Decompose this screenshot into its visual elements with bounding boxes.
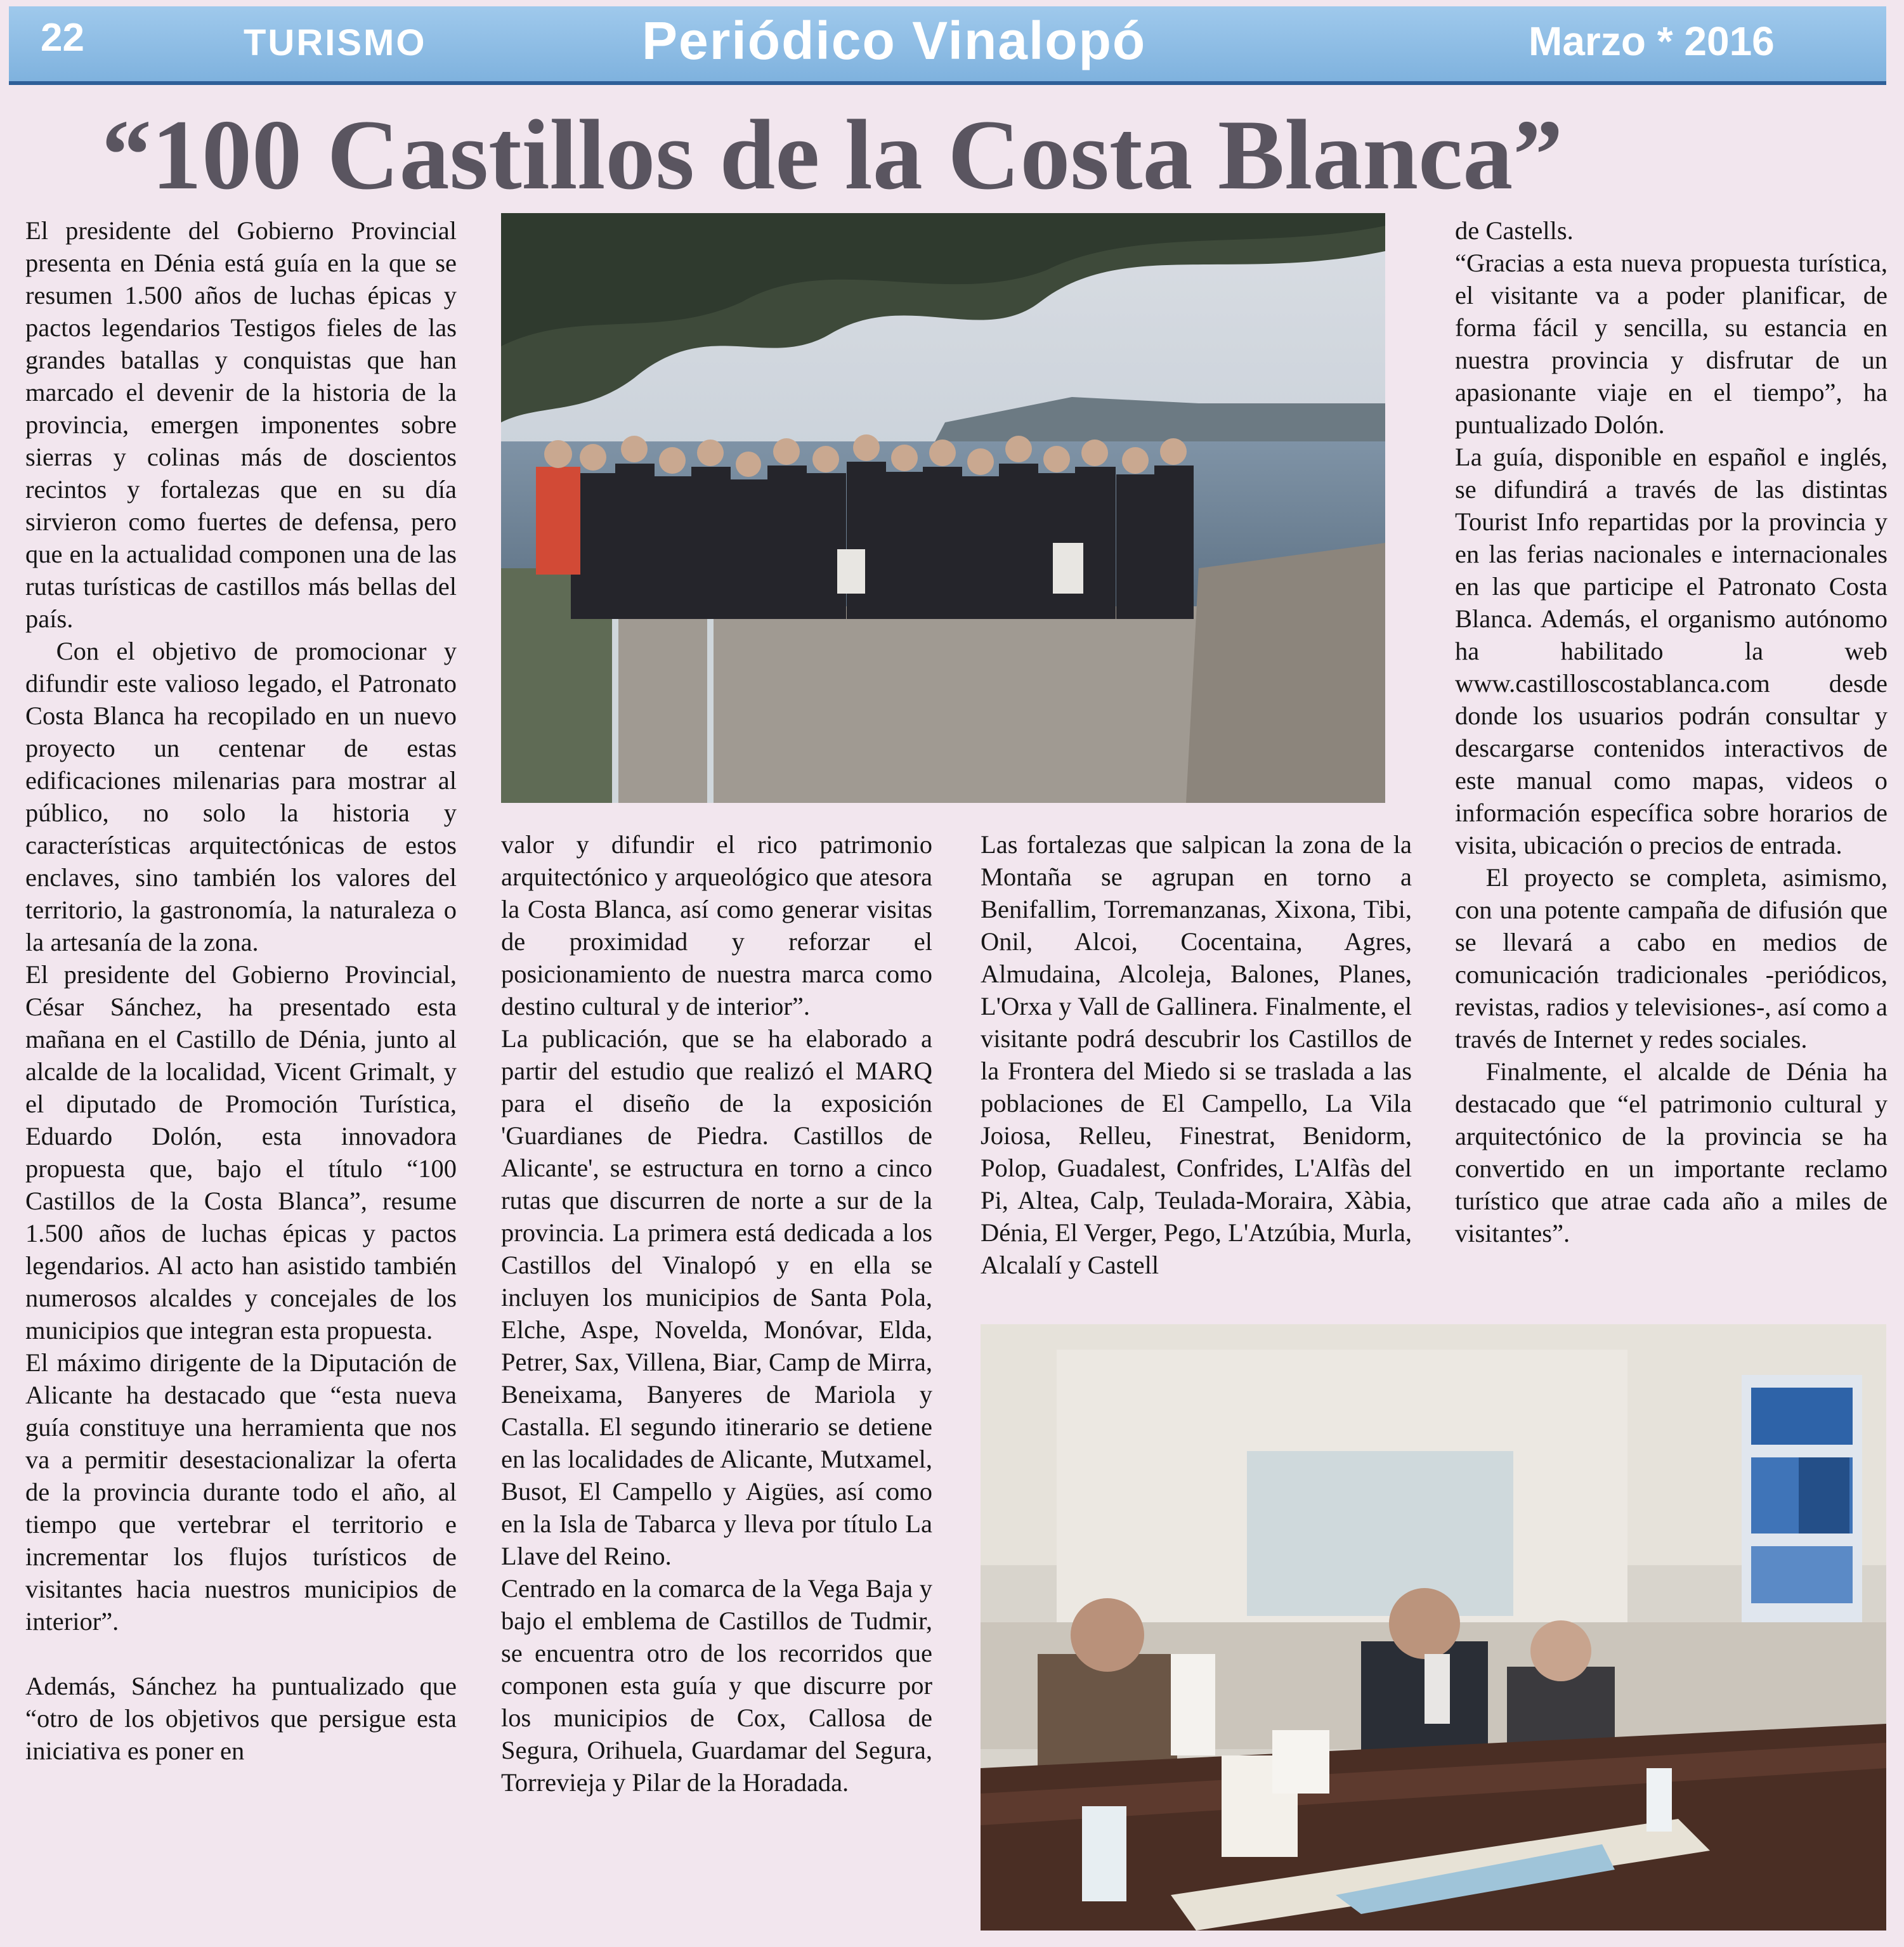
paragraph: El máximo dirigente de la Diputación de Alicante ha destacado que “esta nueva guía constituye una herramienta que nos va a permitir desestacionalizar la oferta de la provincia durante todo el año, al tiempo que vertebrar el territorio e incrementar los flujos turísticos de visitantes hacia nuestros municipios de interior”. [25, 1348, 457, 1636]
article-column-3 [981, 828, 1412, 1317]
paragraph: El presidente del Gobierno Provincial presenta en Dénia está guía en la que se resumen 1.500 años de luchas épicas y pactos legendarios Testigos fieles de las grandes batallas y conquistas que han marcado el devenir de la historia de la provincia, emergen imponentes sobre sierras y colinas más de doscientos recintos y fortalezas que en su día sirvieron como fuertes de defensa, pero que en la actualidad componen una de las rutas turísticas de castillos más bellas del país. [25, 216, 457, 633]
paragraph: La guía, disponible en español e inglés, se difundirá a través de las distintas Tourist Info repartidas por la provincia y en las ferias nacionales e internacionales en las que participe el Patronato Costa Blanca. Además, el organismo autónomo ha habilitado la web www.castilloscostablanca.com desde donde los usuarios podrán consultar y descargarse contenidos interactivos de este manual como mapas, videos o información específica sobre horarios de visita, ubicación o precios de entrada. [1455, 443, 1888, 859]
paragraph: Con el objetivo de promocionar y difundir este valioso legado, el Patronato Costa Blanca ha recopilado en un nuevo proyecto un centenar de estas edificaciones milenarias para mostrar al público, no solo la historia y características arquitectónicas de estos enclaves, sino también los valores del territorio, la gastronomía, la naturaleza o la artesanía de la zona. [25, 637, 457, 956]
paragraph: La publicación, que se ha elaborado a partir del estudio que realizó el MARQ para el diseño de la exposición 'Guardianes de Piedra. Castillos de Alicante', se estructura en torno a cinco rutas que discurren de norte a sur de la provincia. La primera está dedicada a los Castillos del Vinalopó y en ella se incluyen los municipios de Santa Pola, Elche, Aspe, Novelda, Monóvar, Elda, Petrer, Sax, Villena, Biar, Camp de Mirra, Beneixama, Banyeres de Mariola y Castalla. El segundo itinerario se detiene en las localidades de Alicante, Mutxamel, Busot, El Campello y Aigües, así como en la Isla de Tabarca y lleva por título La Llave del Reino. [501, 1024, 932, 1570]
paragraph: Finalmente, el alcalde de Dénia ha destacado que “el patrimonio cultural y arquitectónico de la provincia se ha convertido en un importante reclamo turístico que atrae cada año a miles de visitantes”. [1455, 1057, 1888, 1247]
article-column-2 [501, 828, 932, 1932]
paragraph: El presidente del Gobierno Provincial, César Sánchez, ha presentado esta mañana en el Castillo de Dénia, junto al alcalde de la localidad, Vicent Grimalt, y el diputado de Promoción Turística, Eduardo Dolón, esta innovadora propuesta que, bajo el título “100 Castillos de la Costa Blanca”, resume 1.500 años de luchas épicas y pactos legendarios. Al acto han asistido también numerosos alcaldes y concejales de los municipios que integran esta propuesta. [25, 960, 457, 1345]
paragraph: Las fortalezas que salpican la zona de la Montaña se agrupan en torno a Benifallim, Torremanzanas, Xixona, Tibi, Onil, Alcoi, Cocentaina, Agres, Almudaina, Alcoleja, Balones, Planes, L'Orxa y Vall de Gallinera. Finalmente, el visitante podrá descubrir los Castillos de la Frontera del Miedo si se traslada a las poblaciones de El Campello, La Vila Joiosa, Relleu, Finestrat, Benidorm, Polop, Guadalest, Confrides, L'Alfàs del Pi, Altea, Calp, Teulada-Moraira, Xàbia, Dénia, El Verger, Pego, L'Atzúbia, Murla, Alcalalí y Castell [981, 830, 1412, 1279]
publication-name: Periódico Vinalopó [642, 11, 1147, 70]
paragraph: valor y difundir el rico patrimonio arquitectónico y arqueológico que atesora la Costa Blanca, así como generar visitas de proximidad y reforzar el posicionamiento de nuestra marca como destino cultural y de interior”. [501, 830, 932, 1020]
group-photo-castle [501, 213, 1385, 803]
paragraph: de Castells. [1455, 216, 1574, 245]
masthead-bar [9, 6, 1886, 85]
article-headline: “100 Castillos de la Costa Blanca” [101, 100, 1563, 211]
page-number: 22 [41, 16, 84, 60]
issue-date: Marzo * 2016 [1529, 18, 1775, 64]
article-column-4 [1455, 214, 1888, 1324]
section-label: TURISMO [244, 22, 427, 63]
paragraph: Centrado en la comarca de la Vega Baja y bajo el emblema de Castillos de Tudmir, se encuentra otro de los recorridos que componen esta guía y que discurre por los municipios de Cox, Callosa de Segura, Orihuela, Guardamar del Segura, Torrevieja y Pilar de la Horadada. [501, 1574, 932, 1797]
press-conference-photo [981, 1324, 1886, 1931]
paragraph: Además, Sánchez ha puntualizado que “otro de los objetivos que persigue esta iniciativa es poner en [25, 1672, 457, 1765]
paragraph: El proyecto se completa, asimismo, con una potente campaña de difusión que se llevará a cabo en medios de comunicación tradicionales -periódicos, revistas, radios y televisiones-, así como a través de Internet y redes sociales. [1455, 863, 1888, 1053]
paragraph: “Gracias a esta nueva propuesta turística, el visitante va a poder planificar, de forma fácil y sencilla, su estancia en nuestra provincia y disfrutar de un apasionante viaje en el tiempo”, ha puntualizado Dolón. [1455, 249, 1888, 439]
article-column-1 [25, 214, 457, 1927]
